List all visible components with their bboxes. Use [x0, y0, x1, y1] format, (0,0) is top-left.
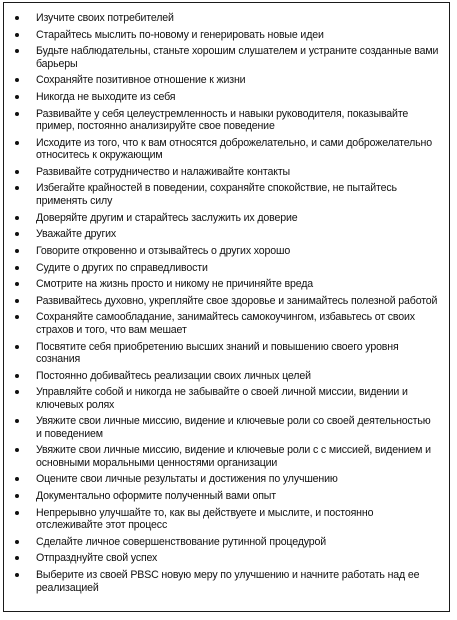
list-item: Говорите откровенно и отзывайтесь о других хорошо: [36, 245, 439, 257]
list-item: Постоянно добивайтесь реализации своих личных целей: [36, 370, 439, 382]
checklist: [4, 3, 449, 594]
list-item: Непрерывно улучшайте то, как вы действуете и мыслите, и постоянно отслеживайте этот процесс: [36, 507, 439, 532]
list-item: Уважайте других: [36, 228, 439, 240]
list-item: Документально оформите полученный вами опыт: [36, 490, 439, 502]
list-item: Выберите из своей PBSC новую меру по улучшению и начните работать над ее реализацией: [36, 569, 439, 594]
list-item: Сделайте личное совершенствование рутинной процедурой: [36, 536, 439, 548]
list-item: Развивайтесь духовно, укрепляйте свое здоровье и занимайтесь полезной работой: [36, 294, 438, 307]
list-item: Развивайте сотрудничество и налаживайте контакты: [36, 166, 439, 178]
list-item: Избегайте крайностей в поведении, сохраняйте спокойствие, не пытайтесь применять силу: [36, 182, 439, 207]
list-item: Исходите из того, что к вам относятся доброжелательно, и сами доброжелательно относитесь к окружающим: [36, 137, 439, 162]
list-item: Будьте наблюдательны, станьте хорошим слушателем и устраните созданные вами барьеры: [36, 45, 439, 70]
list-item: Никогда не выходите из себя: [36, 91, 439, 103]
list-item: Доверяйте другим и старайтесь заслужить их доверие: [36, 212, 439, 224]
checklist-box: [3, 2, 450, 612]
list-item: Посвятите себя приобретению высших знаний и повышению своего уровня сознания: [36, 341, 439, 366]
list-item: Сохраняйте самообладание, занимайтесь самокоучингом, избавьтесь от своих страхов и того, что вам мешает: [36, 311, 439, 336]
list-item: Изучите своих потребителей: [36, 12, 439, 24]
list-item: Управляйте собой и никогда не забывайте о своей личной миссии, видении и ключевых ролях: [36, 386, 439, 411]
list-item: Сохраняйте позитивное отношение к жизни: [36, 74, 439, 86]
list-item: Увяжите свои личные миссию, видение и ключевые роли со своей деятельностью и поведением: [36, 415, 439, 440]
list-item: Смотрите на жизнь просто и никому не причиняйте вреда: [36, 278, 439, 290]
list-item: Судите о других по справедливости: [36, 262, 439, 274]
list-item: Оцените свои личные результаты и достижения по улучшению: [36, 473, 439, 485]
list-item: Старайтесь мыслить по-новому и генерировать новые идеи: [36, 29, 439, 41]
list-item: Увяжите свои личные миссию, видение и ключевые роли с с миссией, видением и основными моральными ценностями организации: [36, 444, 439, 469]
list-item: Отпразднуйте свой успех: [36, 552, 439, 564]
list-item: Развивайте у себя целеустремленность и навыки руководителя, показывайте пример, постоянно анализируйте свое поведение: [36, 108, 439, 133]
